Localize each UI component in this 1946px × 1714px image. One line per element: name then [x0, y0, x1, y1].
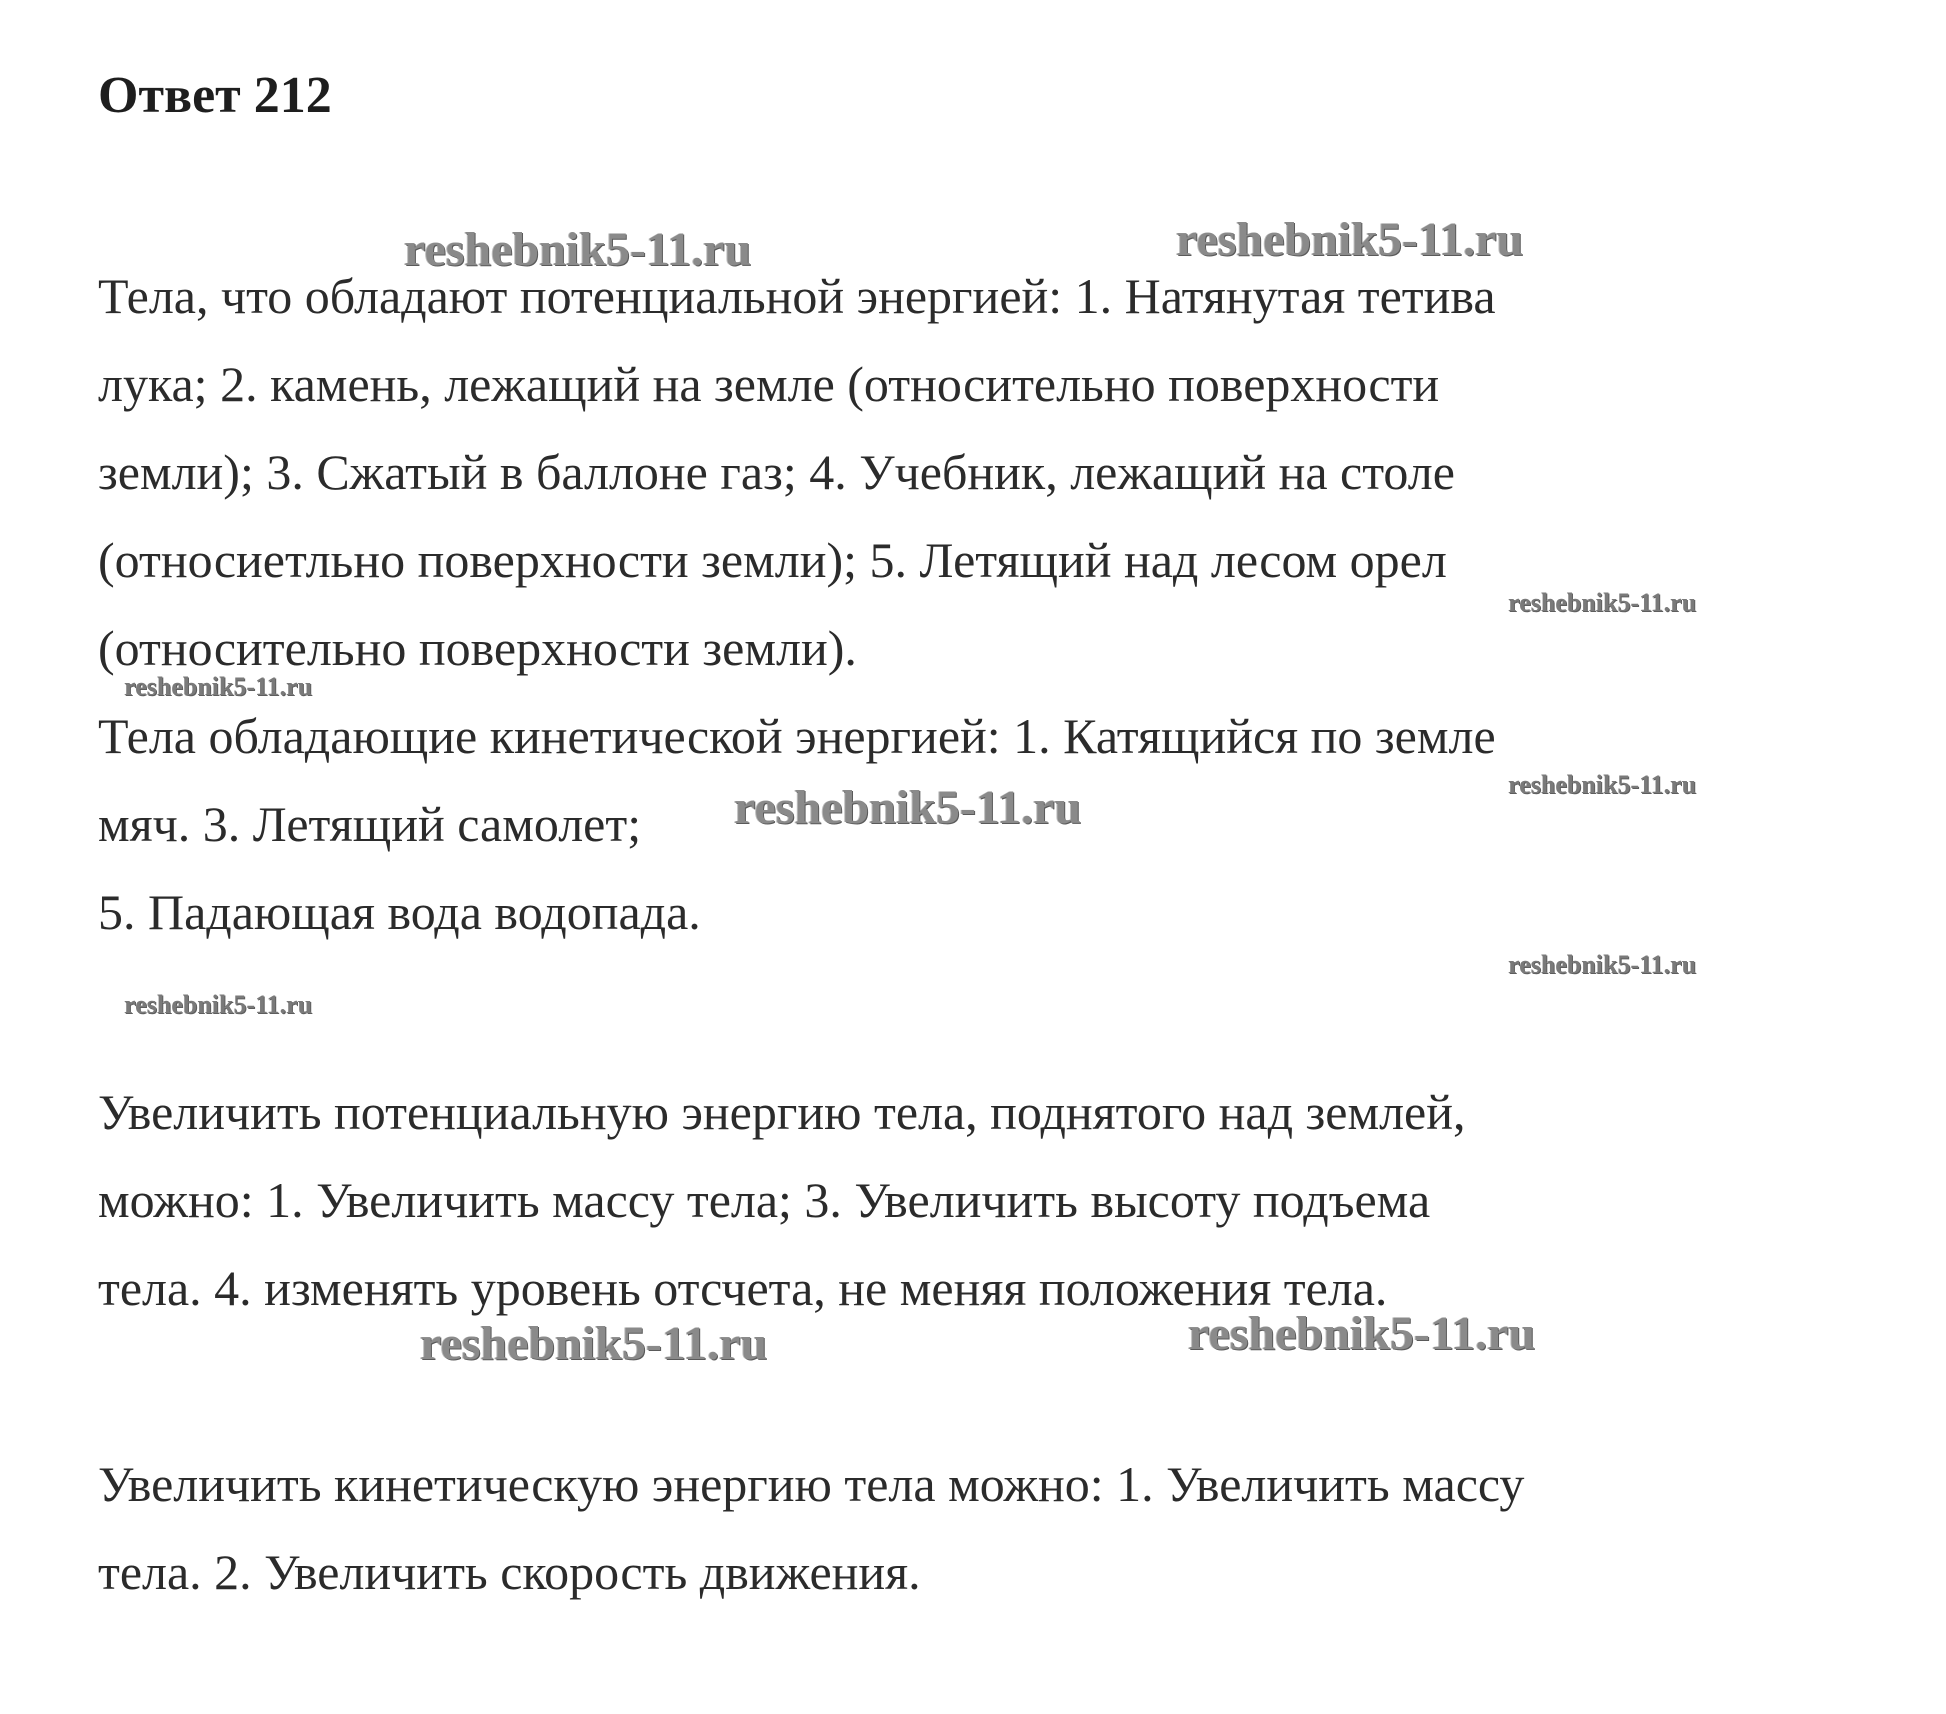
text-line: тела. 2. Увеличить скорость движения.	[98, 1544, 921, 1600]
text-line: (относиетльно поверхности земли); 5. Летящий над лесом орел	[98, 532, 1447, 588]
watermark: reshebnik5-11.ru	[124, 672, 313, 701]
watermark: reshebnik5-11.ru	[1508, 770, 1697, 799]
paragraph-increase-kinetic-energy	[98, 1440, 1524, 1616]
watermark: reshebnik5-11.ru	[1176, 213, 1524, 266]
watermark: reshebnik5-11.ru	[124, 990, 313, 1019]
watermark: reshebnik5-11.ru	[420, 1317, 768, 1370]
watermark: reshebnik5-11.ru	[404, 223, 752, 276]
text-line: лука; 2. камень, лежащий на земле (относительно поверхности	[98, 356, 1440, 412]
watermark: reshebnik5-11.ru	[1508, 950, 1697, 979]
text-line: мяч. 3. Летящий самолет;	[98, 796, 642, 852]
paragraph-increase-potential-energy	[98, 1068, 1466, 1332]
text-line: Тела обладающие кинетической энергией: 1. Катящийся по земле	[98, 708, 1496, 764]
text-line: (относительно поверхности земли).	[98, 620, 857, 676]
text-line: можно: 1. Увеличить массу тела; 3. Увеличить высоту подъема	[98, 1172, 1431, 1228]
text-line: тела. 4. изменять уровень отсчета, не меняя положения тела.	[98, 1260, 1388, 1316]
watermark: reshebnik5-11.ru	[1188, 1307, 1536, 1360]
text-line: 5. Падающая вода водопада.	[98, 884, 701, 940]
watermark: reshebnik5-11.ru	[734, 781, 1082, 834]
text-line: земли); 3. Сжатый в баллоне газ; 4. Учебник, лежащий на столе	[98, 444, 1455, 500]
text-line: Увеличить потенциальную энергию тела, поднятого над землей,	[98, 1084, 1466, 1140]
paragraph-potential-energy-bodies	[98, 252, 1496, 692]
text-line: Тела, что обладают потенциальной энергией: 1. Натянутая тетива	[98, 268, 1496, 324]
text-line: Увеличить кинетическую энергию тела можно: 1. Увеличить массу	[98, 1456, 1525, 1512]
watermark: reshebnik5-11.ru	[1508, 588, 1697, 617]
answer-heading: Ответ 212	[98, 67, 332, 124]
